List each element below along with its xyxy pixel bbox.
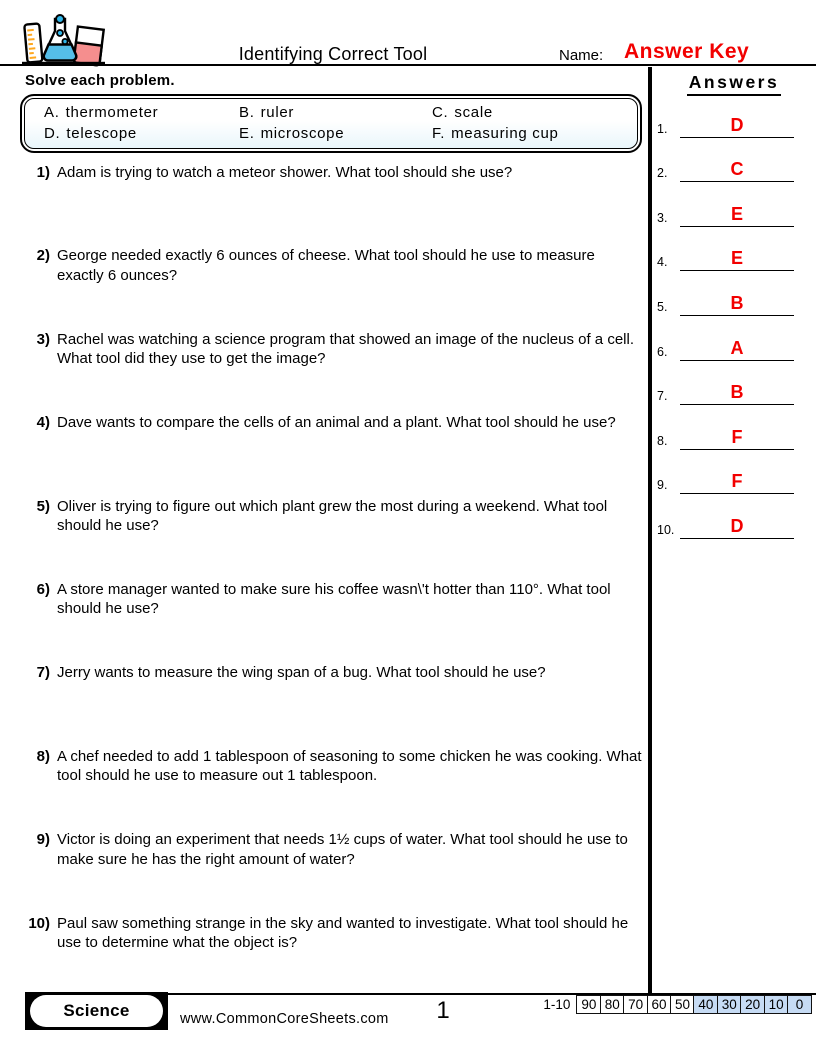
question-number: 4) [36,414,50,432]
page-number: 1 [436,997,450,1024]
answer-number: 5. [657,299,668,314]
question-item [0,914,648,997]
answer-blank-line [680,293,794,316]
word-bank-letter: A. [44,104,60,121]
answer-row [652,496,816,541]
answers-column [652,67,816,993]
answer-number: 1. [657,121,668,136]
website-text: www.CommonCoreSheets.com [180,1011,389,1027]
answer-blank-line [680,204,794,227]
score-cell: 40 [693,995,718,1014]
answer-blank-line [680,516,794,539]
score-cell: 90 [576,995,601,1014]
answers-heading-wrap [652,72,816,95]
question-text: Jerry wants to measure the wing span of a bug. What tool should he use? [57,664,546,682]
word-bank-item [239,123,432,144]
word-bank-grid [24,98,638,149]
instructions-text: Solve each problem. [25,72,175,89]
answer-key-label: Answer Key [624,40,750,63]
word-bank-letter: E. [239,125,255,142]
subject-badge-label: Science [30,995,163,1027]
word-bank-letter: B. [239,104,255,121]
question-number: 7) [36,664,50,682]
question-text: Paul saw something strange in the sky and wanted to investigate. What tool should he use to determine what the object is? [57,914,629,952]
word-bank-letter: D. [44,125,61,142]
subject-badge [25,992,168,1030]
question-number: 10) [28,914,50,932]
question-text: Rachel was watching a science program that showed an image of the nucleus of a cell. What tool did they use to get the image? [57,330,634,368]
answer-number: 8. [657,433,668,448]
word-bank-item [239,102,432,123]
score-cell: 60 [647,995,672,1014]
word-bank-term: scale [454,104,493,121]
answer-blank-line [680,338,794,361]
question-item [0,830,648,913]
question-number: 2) [36,247,50,265]
answer-blank-line [680,115,794,138]
problems-column [0,67,648,993]
score-cell: 10 [764,995,789,1014]
answer-value: D [730,515,744,536]
answers-heading: Answers [687,72,781,96]
word-bank-term: telescope [66,125,137,142]
word-bank-term: measuring cup [451,125,559,142]
score-cell: 50 [670,995,695,1014]
answer-value: F [731,426,743,447]
score-range-label: 1-10 [543,997,571,1012]
answer-row [652,229,816,274]
question-number: 6) [36,580,50,598]
word-bank-term: ruler [260,104,295,121]
word-bank [20,94,642,153]
answer-value: B [730,382,744,403]
question-text: Oliver is trying to figure out which plant grew the most during a weekend. What tool should he use? [57,497,608,535]
answer-number: 4. [657,255,668,270]
question-text: Adam is trying to watch a meteor shower. What tool should she use? [57,164,513,181]
word-bank-letter: F. [432,125,446,142]
question-item [0,747,648,830]
answer-value: B [730,292,744,313]
answer-value: D [730,114,744,135]
answer-row [652,273,816,318]
score-cell: 0 [787,995,812,1014]
answer-rows [652,95,816,541]
question-item [0,413,648,496]
answer-value: C [730,159,744,180]
word-bank-item [432,102,637,123]
word-bank-item [44,123,239,144]
answer-value: F [731,471,743,492]
answer-value: E [730,248,743,269]
question-number: 8) [36,747,50,765]
question-text: George needed exactly 6 ounces of cheese. What tool should he use to measure exactly 6 ounces? [57,247,595,284]
word-bank-term: microscope [260,125,345,142]
answer-blank-line [680,248,794,271]
score-cell: 30 [717,995,742,1014]
question-item [0,663,648,746]
question-number: 3) [36,330,50,348]
question-list [0,163,648,997]
score-cell: 70 [623,995,648,1014]
answer-blank-line [680,382,794,405]
word-bank-letter: C. [432,104,449,121]
answer-blank-line [680,159,794,182]
answer-row [652,407,816,452]
answer-number: 7. [657,389,668,404]
score-table [543,995,812,1014]
question-text: Victor is doing an experiment that needs 1½ cups of water. What tool should he use to make sure he has the right amount of water? [57,831,628,868]
answer-value: E [730,203,743,224]
name-label: Name: [559,47,604,64]
score-cell: 20 [740,995,765,1014]
answer-row [652,318,816,363]
word-bank-item [432,123,637,144]
question-item [0,246,648,329]
answer-blank-line [680,471,794,494]
answer-row [652,140,816,185]
question-text: A chef needed to add 1 tablespoon of seasoning to some chicken he was cooking. What tool should he use to measure out 1 tablespoon. [57,747,642,785]
question-text: A store manager wanted to make sure his coffee wasn\'t hotter than 110°. What tool should he use? [57,580,611,618]
word-bank-term: thermometer [65,104,159,121]
answer-number: 6. [657,344,668,359]
question-item [0,163,648,246]
worksheet-title: Identifying Correct Tool [238,44,428,64]
question-item [0,497,648,580]
answer-row [652,95,816,140]
answer-number: 10. [657,522,675,537]
answer-number: 9. [657,478,668,493]
answer-value: A [730,337,744,358]
question-number: 1) [36,164,50,181]
question-number: 5) [36,497,50,515]
answer-row [652,452,816,497]
question-text: Dave wants to compare the cells of an animal and a plant. What tool should he use? [57,414,616,432]
answer-row [652,363,816,408]
header-rule [0,64,816,66]
question-item [0,330,648,413]
answer-number: 3. [657,210,668,225]
main-area [0,67,816,993]
answer-number: 2. [657,166,668,181]
answer-row [652,184,816,229]
footer [0,993,816,1056]
answer-blank-line [680,427,794,450]
question-number: 9) [36,831,50,849]
question-item [0,580,648,663]
word-bank-item [44,102,239,123]
score-cell: 80 [600,995,625,1014]
